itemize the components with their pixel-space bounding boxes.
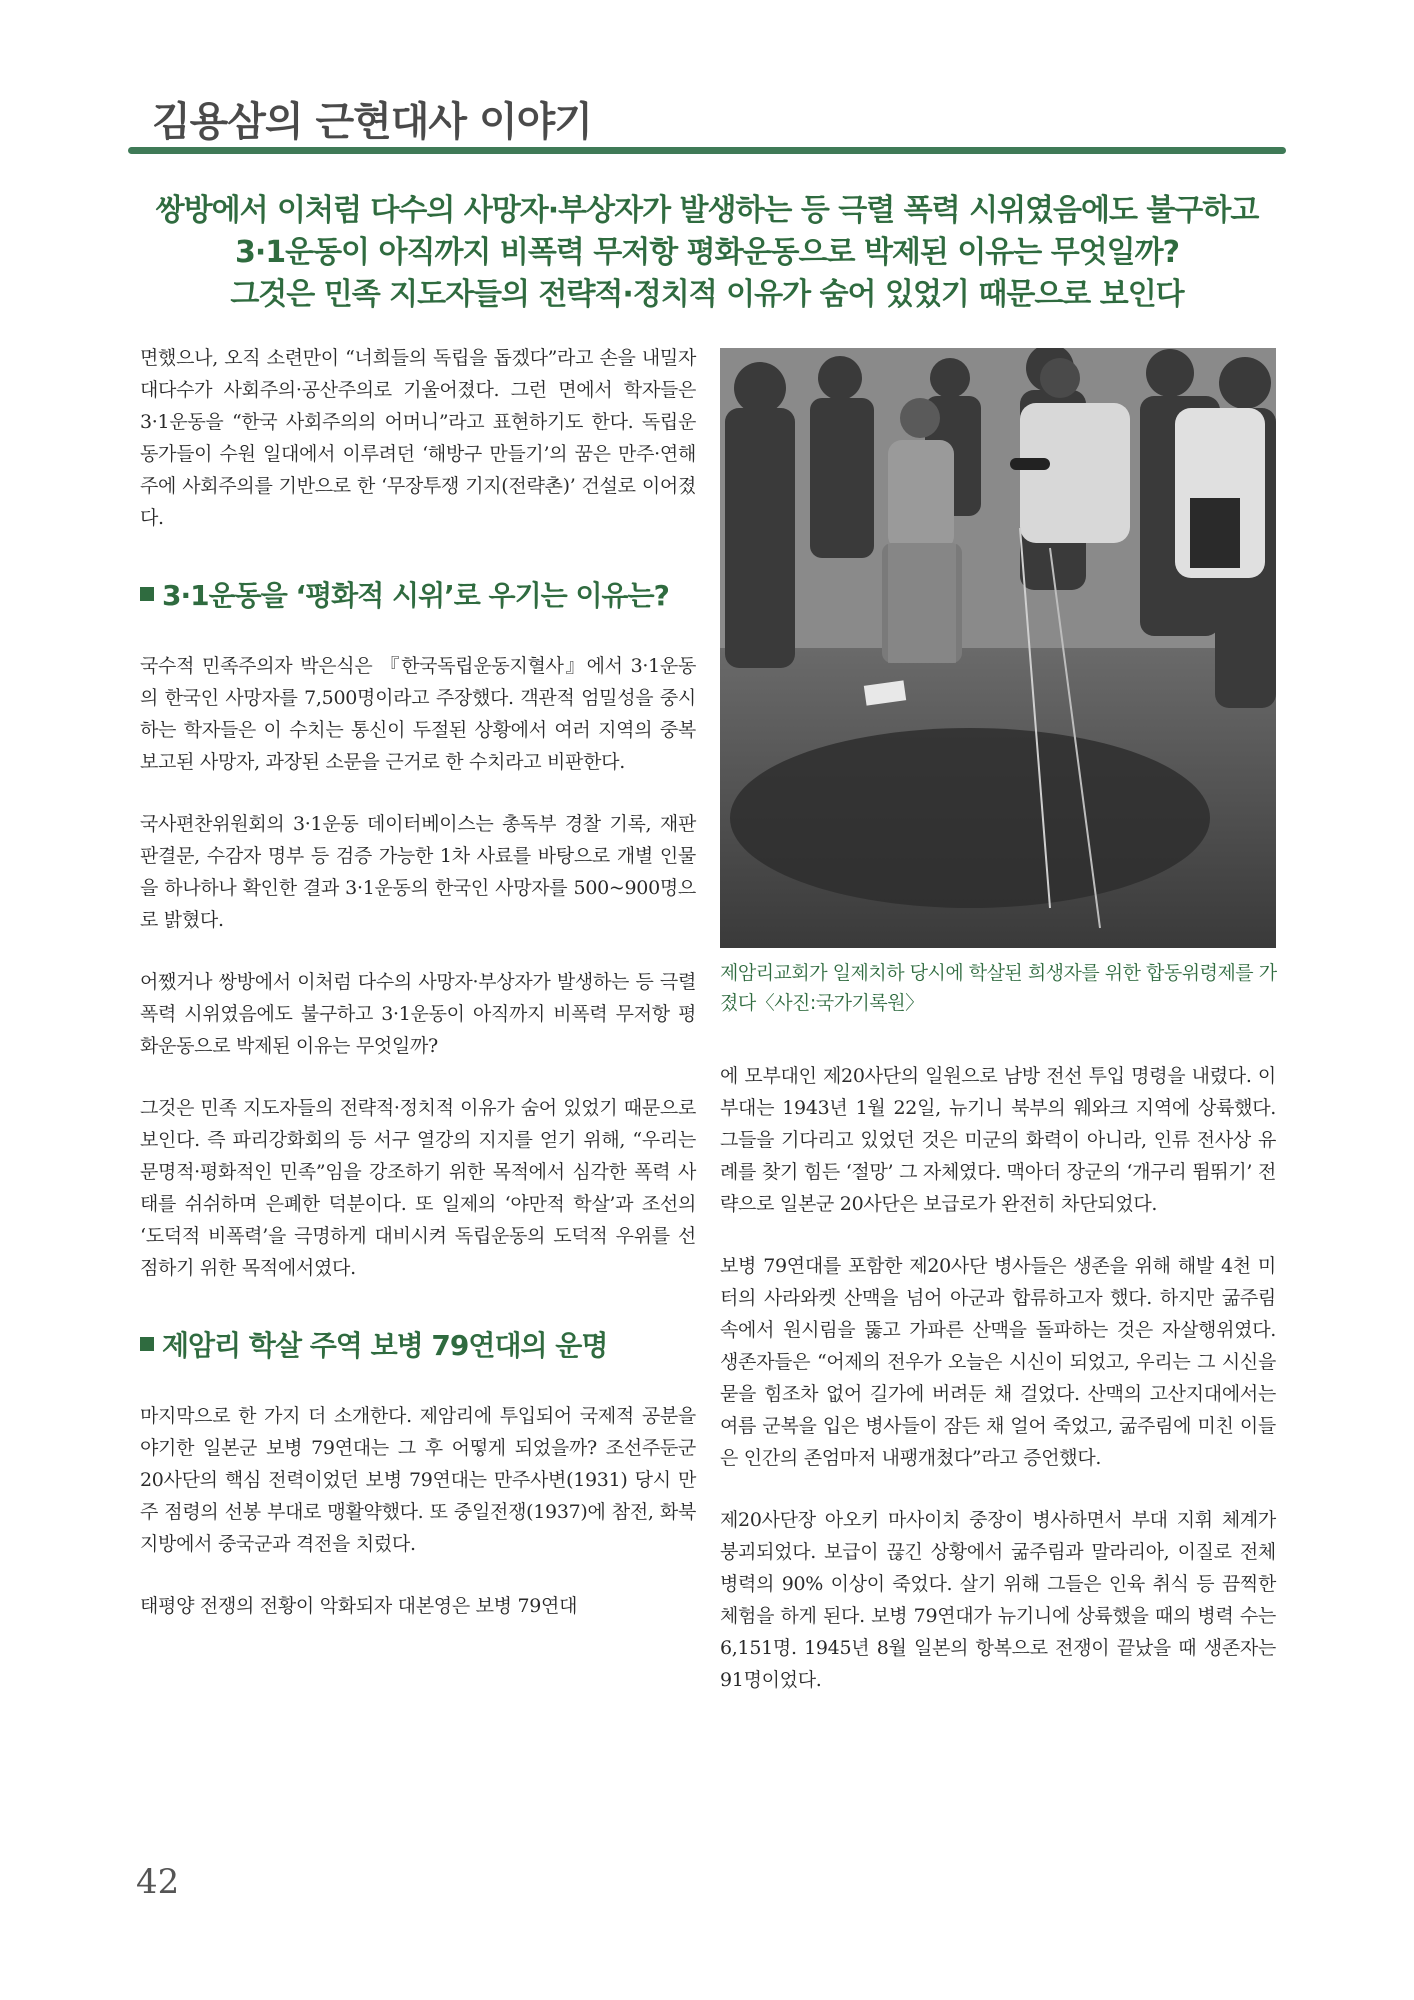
paragraph: 에 모부대인 제20사단의 일원으로 남방 전선 투입 명령을 내렸다. 이 부대는 1943년 1월 22일, 뉴기니 북부의 웨와크 지역에 상륙했다. 그들을 기다리고 있었던 것은 미군의 화력이 아니라, 인류 전사상 유례를 찾기 힘든 ‘절망’ 그 자체였다. 맥아더 장군의 ‘개구리 뜀뛰기’ 전략으로 일본군 20사단은 보급로가 완전히 차단되었다. bbox=[720, 1065, 1276, 1215]
paragraph: 제20사단장 아오키 마사이치 중장이 병사하면서 부대 지휘 체계가 붕괴되었다. 보급이 끊긴 상황에서 굶주림과 말라리아, 이질로 전체 병력의 90% 이상이 죽었다. 살기 위해 그들은 인육 취식 등 끔찍한 체험을 하게 된다. 보병 79연대가 뉴기니에 상륙했을 때의 병력 수는 6,151명. 1945년 8월 일본의 항복으로 전쟁이 끝났을 때 생존자는 91명이었다. bbox=[720, 1509, 1276, 1691]
page-number: 42 bbox=[136, 1862, 180, 1902]
title-rule bbox=[128, 147, 1286, 154]
memorial-photo bbox=[720, 348, 1276, 948]
lead-line: 쌍방에서 이처럼 다수의 사망자·부상자가 발생하는 등 극렬 폭력 시위였음에도 불구하고 bbox=[155, 193, 1259, 228]
lead-line: 그것은 민족 지도자들의 전략적·정치적 이유가 숨어 있었기 때문으로 보인다 bbox=[230, 277, 1184, 312]
series-title: 김용삼의 근현대사 이야기 bbox=[152, 99, 592, 145]
paragraph: 국수적 민족주의자 박은식은 『한국독립운동지혈사』에서 3·1운동의 한국인 사망자를 7,500명이라고 주장했다. 객관적 엄밀성을 중시하는 학자들은 이 수치는 통신이 두절된 상황에서 여러 지역의 중복 보고된 사망자, 과장된 소문을 근거로 한 수치라고 비판한다. bbox=[140, 655, 696, 773]
square-bullet-icon bbox=[140, 587, 154, 601]
section-heading-text: 제암리 학살 주역 보병 79연대의 운명 bbox=[162, 1329, 608, 1362]
paragraph: 태평양 전쟁의 전황이 악화되자 대본영은 보병 79연대 bbox=[140, 1595, 578, 1617]
right-column bbox=[720, 1060, 1276, 1726]
paragraph: 마지막으로 한 가지 더 소개한다. 제암리에 투입되어 국제적 공분을 야기한 일본군 보병 79연대는 그 후 어떻게 되었을까? 조선주둔군 20사단의 핵심 전력이었던 보병 79연대는 만주사변(1931) 당시 만주 점령의 선봉 부대로 맹활약했다. 또 중일전쟁(1937)에 참전, 화북지방에서 중국군과 격전을 치렀다. bbox=[140, 1405, 696, 1555]
left-column bbox=[140, 342, 696, 1652]
section-heading bbox=[140, 574, 696, 614]
square-bullet-icon bbox=[140, 1337, 154, 1351]
paragraph: 그것은 민족 지도자들의 전략적·정치적 이유가 숨어 있었기 때문으로 보인다. 즉 파리강화회의 등 서구 열강의 지지를 얻기 위해, “우리는 문명적·평화적인 민족”임을 강조하기 위한 목적에서 심각한 폭력 사태를 쉬쉬하며 은폐한 덕분이다. 또 일제의 ‘야만적 학살’과 조선의 ‘도덕적 비폭력’을 극명하게 대비시켜 독립운동의 도덕적 우위를 선점하기 위한 목적에서였다. bbox=[140, 1097, 696, 1279]
lead-quote bbox=[128, 190, 1286, 316]
paragraph: 국사편찬위원회의 3·1운동 데이터베이스는 총독부 경찰 기록, 재판 판결문, 수감자 명부 등 검증 가능한 1차 사료를 바탕으로 개별 인물을 하나하나 확인한 결과 3·1운동의 한국인 사망자를 500~900명으로 밝혔다. bbox=[140, 813, 696, 931]
paragraph: 면했으나, 오직 소련만이 “너희들의 독립을 돕겠다”라고 손을 내밀자 대다수가 사회주의·공산주의로 기울어졌다. 그런 면에서 학자들은 3·1운동을 “한국 사회주의의 어머니”라고 표현하기도 한다. 독립운동가들이 수원 일대에서 이루려던 ‘해방구 만들기’의 꿈은 만주·연해주에 사회주의를 기반으로 한 ‘무장투쟁 기지(전략촌)’ 건설로 이어졌다. bbox=[140, 347, 696, 529]
section-heading bbox=[140, 1324, 696, 1364]
paragraph: 보병 79연대를 포함한 제20사단 병사들은 생존을 위해 해발 4천 미터의 사라와켓 산맥을 넘어 아군과 합류하고자 했다. 하지만 굶주림 속에서 원시림을 뚫고 가파른 산맥을 돌파하는 것은 자살행위였다. 생존자들은 “어제의 전우가 오늘은 시신이 되었고, 우리는 그 시신을 묻을 힘조차 없어 길가에 버려둔 채 걸었다. 산맥의 고산지대에서는 여름 군복을 입은 병사들이 잠든 채 얼어 죽었고, 굶주림에 미친 이들은 인간의 존엄마저 내팽개쳤다”라고 증언했다. bbox=[720, 1255, 1276, 1469]
section-heading-text: 3·1운동을 ‘평화적 시위’로 우기는 이유는? bbox=[162, 579, 669, 612]
lead-line: 3·1운동이 아직까지 비폭력 무저항 평화운동으로 박제된 이유는 무엇일까? bbox=[234, 235, 1180, 270]
photo-caption: 제암리교회가 일제치하 당시에 학살된 희생자를 위한 합동위령제를 가졌다〈사진:국가기록원〉 bbox=[720, 962, 1277, 1014]
paragraph: 어쨌거나 쌍방에서 이처럼 다수의 사망자·부상자가 발생하는 등 극렬 폭력 시위였음에도 불구하고 3·1운동이 아직까지 비폭력 무저항 평화운동으로 박제된 이유는 무엇일까? bbox=[140, 971, 696, 1057]
photo-illustration bbox=[720, 348, 1276, 948]
